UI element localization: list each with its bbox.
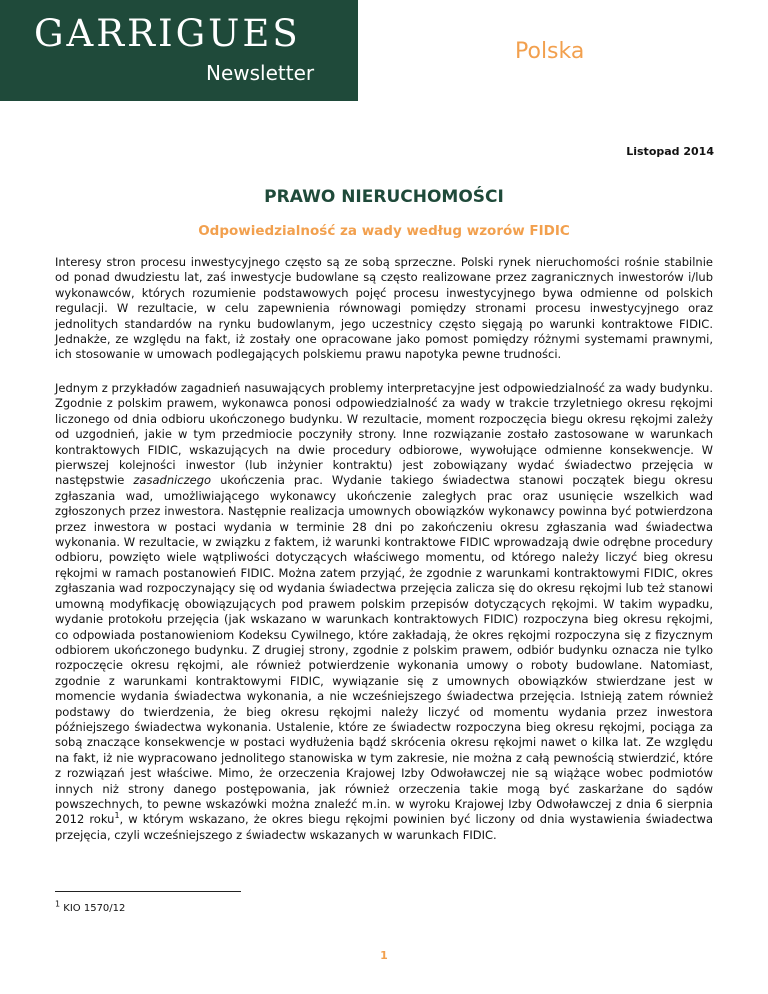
footnote-reference[interactable]: 1 [114,811,120,821]
issue-date: Listopad 2014 [626,145,714,158]
footnote [55,899,126,914]
paragraph-2 [55,381,713,843]
footnote-text: KIO 1570/12 [63,903,126,914]
footnote-divider [55,891,241,892]
paragraph-2-part-b: ukończenia prac. Wydanie takiego świadectwa stanowi początek biegu okresu zgłaszania wad, umożliwiającego wykonawcy ukończenie zaległych prac oraz usunięcie wszelkich wad zgłoszonych przez inwestora. Następnie realizacja umownych obowiązków wykonawcy powinna być potwierdzona przez inwestora w postaci wydania w terminie 28 dni po zakończeniu okresu zgłaszania wad świadectwa wykonania. W rezultacie, w związku z faktem, iż warunki kontraktowe FIDIC wprowadzają dwie odrębne procedury odbioru, powzięto wiele wątpliwości dotyczących właściwego momentu, od którego należy liczyć bieg okresu rękojmi w ramach postanowień FIDIC. Można zatem przyjąć, że zgodnie z warunkami kontraktowymi FIDIC, okres zgłaszania wad rozpoczynający się od wydania świadectwa przejęcia zalicza się do okresu rękojmi lub też stanowi umowną modyfikację obowiązujących pod prawem polskim przepisów dotyczących rękojmi. W takim wypadku, wydanie protokołu przejęcia (jak wskazano w warunkach kontraktowych FIDIC) rozpoczyna bieg okresu rękojmi, co odpowiada postanowieniom Kodeksu Cywilnego, które zakładają, że okres rękojmi rozpoczyna się z fizycznym odbiorem ukończonego budynku. Z drugiej strony, zgodnie z polskim prawem, odbiór budynku oznacza nie tylko rozpoczęcie okresu rękojmi, ale również potwierdzenie wykonania umowy o roboty budowlane. Natomiast, zgodnie z warunkami kontraktowymi FIDIC, wywiązanie się z umownych obowiązków stwierdzane jest w momencie wydania świadectwa wykonania, a nie wcześniejszego świadectwa przejęcia. Istnieją zatem również podstawy do twierdzenia, że bieg okresu rękojmi należy liczyć od momentu wydania przez inwestora późniejszego świadectwa wykonania. Ustalenie, które ze świadectw rozpoczyna bieg okresu rękojmi, pociąga za sobą znaczące konsekwencje w postaci wydłużenia bądź skrócenia okresu rękojmi nawet o kilka lat. Ze względu na fakt, iż nie wypracowano jednolitego stanowiska w tym zakresie, nie można z całą pewnością stwierdzić, które z rozwiązań jest właściwe. Mimo, że orzeczenia Krajowej Izby Odwoławczej nie są wiążące wobec podmiotów innych niż strony danego postępowania, jak również orzeczenia takie mogą być zaskarżane do sądów powszechnych, to pewne wskazówki można znaleźć m.in. w wyroku Krajowej Izby Odwoławczej z dnia 6 sierpnia 2012 roku [55,473,714,827]
article-title: Odpowiedzialność za wady według wzorów FIDIC [198,223,570,239]
section-heading: PRAWO NIERUCHOMOŚCI [264,187,504,207]
region-label: Polska [515,39,585,64]
paragraph-2-part-a: Jednym z przykładów zagadnień nasuwających problemy interpretacyjne jest odpowiedzialność za wady budynku. Zgodnie z polskim prawem, wykonawca ponosi odpowiedzialność za wady w trakcie trzyletniego okresu rękojmi liczonego od dnia odbioru ukończonego budynku. W rezultacie, moment rozpoczęcia biegu okresu rękojmi zależy od uzgodnień, jakie w tym przedmiocie poczyniły strony. Inne rozwiązanie zostało zastosowane w warunkach kontraktowych FIDIC, wskazujących na dwie procedury odbiorowe, wywołujące odmienne konsekwencje. W pierwszej kolejności inwestor (lub inżynier kontraktu) jest zobowiązany wydać świadectwo przejęcia w następstwie [55,381,713,488]
paragraph-2-part-c: , w którym wskazano, że okres biegu rękojmi powinien być liczony od dnia wystawienia świadectwa przejęcia, czyli wcześniejszego z świadectw wskazanych w warunkach FIDIC. [55,812,714,842]
newsletter-label: Newsletter [206,61,315,85]
emphasis-text: zasadniczego [133,473,212,488]
footnote-marker: 1 [55,899,61,909]
page-number: 1 [380,949,388,962]
brand-name: GARRIGUES [34,12,301,55]
paragraph-1: Interesy stron procesu inwestycyjnego często są ze sobą sprzeczne. Polski rynek nieruchomości rośnie stabilnie od ponad dwudziestu lat, zaś inwestycje budowlane są często realizowane przez zagranicznych inwestorów i/lub wykonawców, których rozumienie podstawowych pojęć procesu inwestycyjnego bywa odmienne od polskich regulacji. W rezultacie, w celu zapewnienia równowagi pomiędzy stronami procesu inwestycyjnego oraz jednolitych standardów na rynku budowlanym, jego uczestnicy często sięgają po warunki kontraktowe FIDIC. Jednakże, ze względu na fakt, iż zostały one opracowane jako pomost pomiędzy różnymi systemami prawnymi, ich stosowanie w umowach podlegających polskiemu prawu napotyka pewne trudności. [55,255,713,362]
garrigues-logo [0,0,358,101]
